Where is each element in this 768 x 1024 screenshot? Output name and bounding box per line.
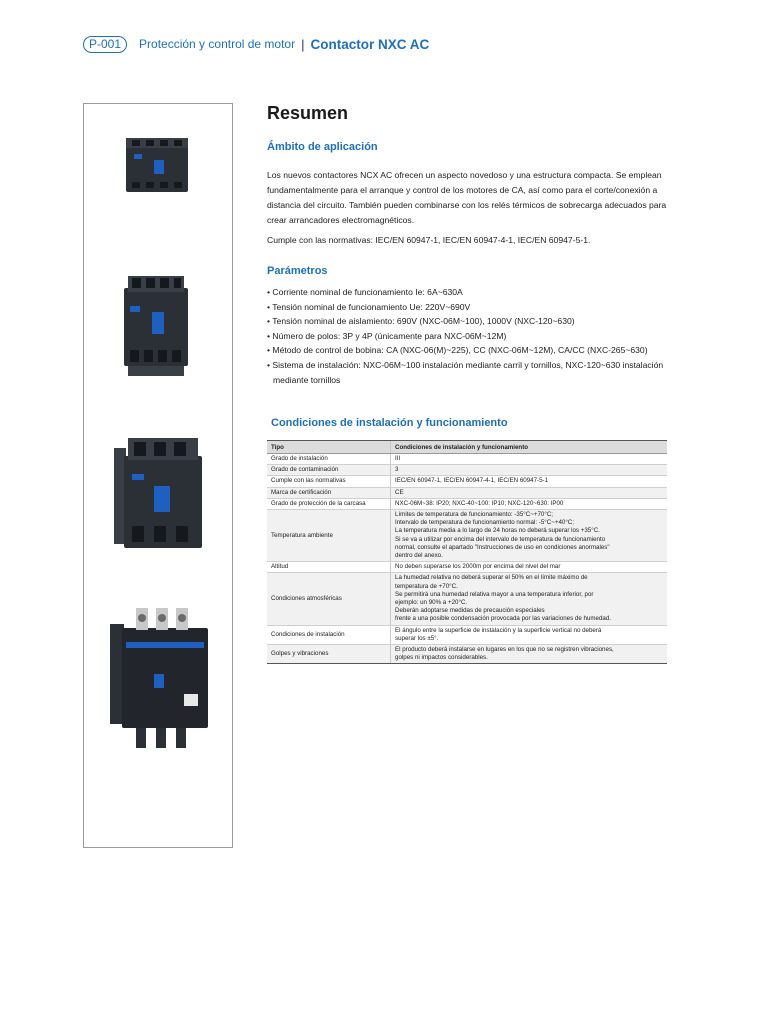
- table-cell-type: Cumple con las normativas: [267, 476, 391, 487]
- table-cell-line: CE: [395, 488, 404, 496]
- standards-paragraph: Cumple con las normativas: IEC/EN 60947-1, IEC/EN 60947-4-1, IEC/EN 60947-5-1.: [267, 235, 591, 245]
- list-item: • Sistema de instalación: NXC-06M~100 instalación mediante carril y tornillos, NXC-120~630 instalación mediante tornillos: [267, 358, 667, 387]
- params-heading: Parámetros: [267, 265, 328, 277]
- table-cell-line: dentro del anexo.: [395, 552, 443, 560]
- table-row: [267, 498, 667, 509]
- contactor-large-photo: [110, 434, 208, 558]
- table-cell-type: Grado de contaminación: [267, 465, 391, 476]
- table-cell-type: Grado de protección de la carcasa: [267, 498, 391, 509]
- table-cell-type: Golpes y vibraciones: [267, 645, 391, 664]
- table-row: [267, 510, 667, 562]
- table-cell-type: Condiciones de instalación: [267, 625, 391, 644]
- conditions-table: [267, 440, 667, 664]
- table-row: [267, 562, 667, 573]
- table-row: [267, 465, 667, 476]
- contactor-small-photo: [122, 134, 192, 198]
- table-cell-conditions: [391, 498, 668, 509]
- table-cell-line: ejemplo: un 90% a +20°C.: [395, 599, 468, 607]
- table-row: [267, 573, 667, 625]
- table-row: [267, 625, 667, 644]
- table-row: [267, 645, 667, 664]
- table-cell-line: Se permitirá una humedad relativa mayor a una temperatura inferior, por: [395, 590, 594, 598]
- page-header: [83, 34, 429, 54]
- table-cell-conditions: [391, 454, 668, 465]
- scope-paragraph: Los nuevos contactores NCX AC ofrecen un aspecto novedoso y una estructura compacta. Se emplean fundamentalmente para el arranque y control de los motores de CA, así como para el corte/conexión a distancia del circuito. También pueden combinarse con los relés térmicos de sobrecarga adecuados para crear arrancadores electromagnéticos.: [267, 170, 667, 225]
- table-cell-line: El ángulo entre la superficie de instalación y la superficie vertical no deberá: [395, 626, 602, 634]
- table-cell-line: normal, consulte el apartado "Instrucciones de uso en condiciones anormales": [395, 543, 610, 551]
- table-cell-conditions: [391, 465, 668, 476]
- table-cell-line: Límites de temperatura de funcionamiento: -35°C~+70°C;: [395, 511, 554, 519]
- list-item: • Tensión nominal de funcionamiento Ue: 220V~690V: [267, 300, 667, 315]
- list-item: • Corriente nominal de funcionamiento Ie: 6A~630A: [267, 285, 667, 300]
- table-header-conditions: Condiciones de instalación y funcionamiento: [391, 441, 668, 454]
- table-cell-line: superar los ±5°.: [395, 634, 439, 642]
- table-cell-line: La temperatura media a lo largo de 24 horas no deberá superar los +35°C.: [395, 527, 600, 535]
- product-title: Contactor NXC AC: [310, 36, 430, 52]
- list-item: • Tensión nominal de aislamiento: 690V (NXC-06M~100), 1000V (NXC-120~630): [267, 314, 667, 329]
- table-cell-type: Marca de certificación: [267, 487, 391, 498]
- table-cell-line: La humedad relativa no deberá superar el 50% en el límite máximo de: [395, 574, 588, 582]
- page-title: Resumen: [267, 103, 349, 123]
- table-header-row: [267, 441, 667, 454]
- list-item: • Número de polos: 3P y 4P (únicamente para NXC-06M~12M): [267, 329, 667, 344]
- table-row: [267, 454, 667, 465]
- table-cell-line: IEC/EN 60947-1, IEC/EN 60947-4-1, IEC/EN 60947-5-1: [395, 477, 549, 485]
- table-cell-type: Altitud: [267, 562, 391, 573]
- table-cell-line: No deben superarse los 2000m por encima del nivel del mar: [395, 563, 561, 571]
- params-list: [267, 285, 667, 387]
- table-cell-line: Si se va a utilizar por encima del intervalo de temperatura de funcionamiento: [395, 535, 606, 543]
- table-cell-line: Deberán adoptarse medidas de precaución especiales: [395, 607, 545, 615]
- table-row: [267, 487, 667, 498]
- page-code: P-001: [83, 36, 127, 53]
- breadcrumb: Protección y control de motor: [139, 37, 296, 51]
- table-cell-conditions: [391, 625, 668, 644]
- table-cell-conditions: [391, 487, 668, 498]
- table-cell-type: Grado de instalación: [267, 454, 391, 465]
- table-cell-conditions: [391, 562, 668, 573]
- table-cell-conditions: [391, 645, 668, 664]
- table-cell-line: golpes ni impactos considerables.: [395, 654, 488, 662]
- scope-heading: Ámbito de aplicación: [267, 141, 378, 153]
- table-cell-line: temperatura de +70°C.: [395, 582, 458, 590]
- contactor-xl-photo: [106, 604, 212, 754]
- list-item: • Método de control de bobina: CA (NXC-06(M)~225), CC (NXC-06M~12M), CA/CC (NXC-265~630): [267, 343, 667, 358]
- table-cell-line: El producto deberá instalarse en lugares en los que no se registren vibraciones,: [395, 646, 614, 654]
- table-cell-line: 3: [395, 466, 399, 474]
- header-separator: |: [301, 36, 305, 52]
- contactor-medium-photo: [118, 270, 194, 384]
- table-cell-type: Condiciones atmosféricas: [267, 573, 391, 625]
- table-cell-line: III: [395, 455, 401, 462]
- table-cell-conditions: [391, 573, 668, 625]
- table-row: [267, 476, 667, 487]
- product-photo-sidebar: [83, 103, 233, 848]
- table-cell-line: Intervalo de temperatura de funcionamiento normal: -5°C~+40°C;: [395, 519, 574, 527]
- table-header-type: Tipo: [267, 441, 391, 454]
- table-cell-type: Temperatura ambiente: [267, 510, 391, 562]
- table-cell-line: NXC-06M~38: IP20; NXC-40~100: IP10; NXC-120~630: IP00: [395, 499, 564, 507]
- table-cell-line: frente a una posible condensación provocada por las variaciones de humedad.: [395, 615, 612, 623]
- table-cell-conditions: [391, 476, 668, 487]
- conditions-heading: Condiciones de instalación y funcionamiento: [271, 417, 508, 429]
- table-cell-conditions: [391, 510, 668, 562]
